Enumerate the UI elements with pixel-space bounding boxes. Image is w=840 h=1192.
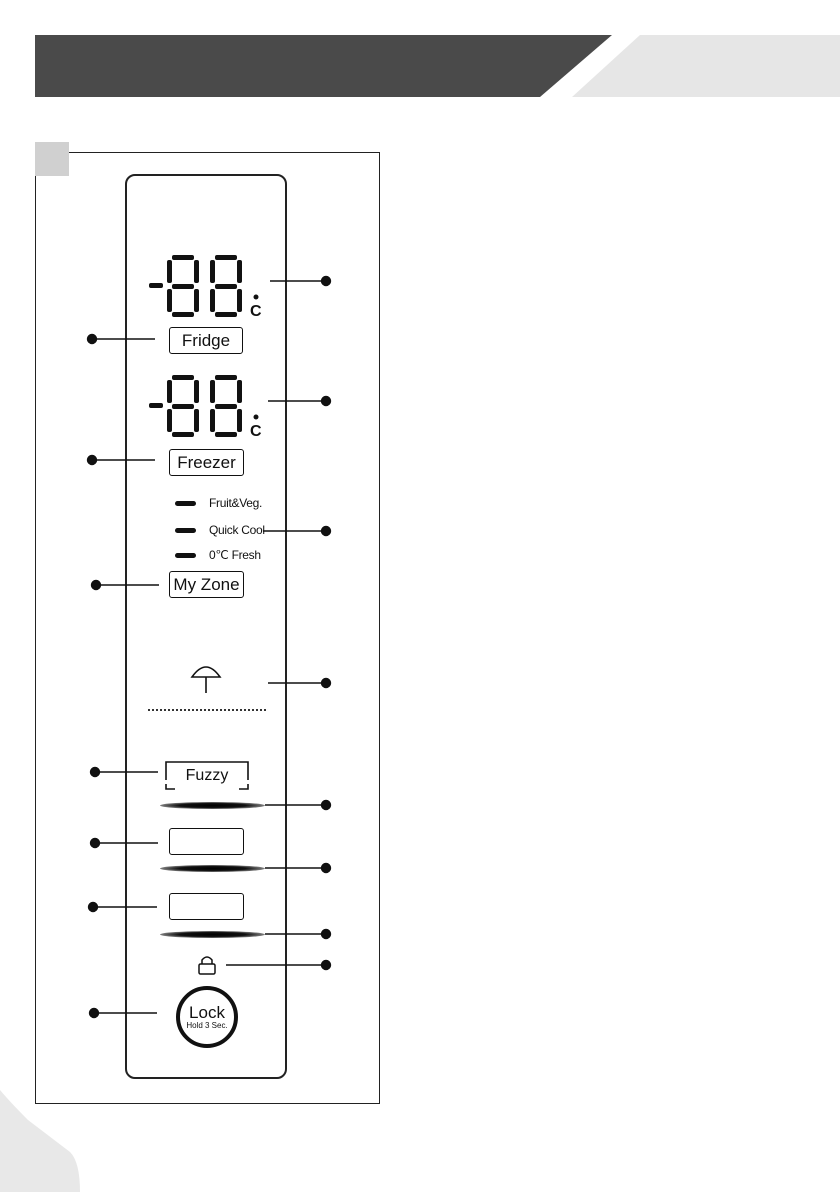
mode-led [175,553,196,558]
lock-button[interactable] [176,986,238,1048]
fuzzy-button[interactable] [163,762,251,790]
my-zone-label: My Zone [173,574,240,594]
blank-button-1[interactable] [169,828,244,855]
lock-sublabel: Hold 3 Sec. [186,1020,228,1030]
indicator-glow [160,931,265,938]
padlock-icon [196,954,218,976]
mode-indicator-zero-fresh [175,546,261,564]
header-dark-tab [35,35,612,97]
freezer-label: Freezer [177,452,236,472]
degree-dot [254,415,259,420]
mode-label: 0℃ Fresh [209,548,261,562]
page-corner-tab [0,1090,80,1192]
indicator-glow [160,802,265,809]
mode-label: Fruit&Veg. [209,496,263,510]
freezer-button[interactable] [169,449,244,476]
digit-8 [167,255,199,317]
header-light-tab [572,35,840,97]
lock-label: Lock [189,1002,225,1022]
fridge-temp-display [145,252,280,322]
digit-8 [210,375,242,437]
mode-led [175,528,196,533]
figure-marker [35,142,69,176]
mode-label: Quick Cool [209,523,265,537]
my-zone-button[interactable] [169,571,244,598]
mode-led [175,501,196,506]
fuzzy-label: Fuzzy [185,767,229,784]
indicator-glow [160,865,265,872]
freezer-temp-display [145,372,280,442]
blank-button-2[interactable] [169,893,244,920]
mode-indicator-fruit-veg [175,494,262,512]
minus-segment [149,283,163,288]
digit-8 [167,375,199,437]
fridge-button[interactable] [169,327,243,354]
celsius-glyph: C [250,423,262,440]
dotted-divider [148,709,266,711]
header-banner [0,0,840,100]
digit-8 [210,255,242,317]
fridge-label: Fridge [181,330,231,350]
degree-dot [254,295,259,300]
celsius-glyph: C [250,303,262,320]
umbrella-icon [190,661,222,695]
minus-segment [149,403,163,408]
mode-indicator-quick-cool [175,521,265,539]
